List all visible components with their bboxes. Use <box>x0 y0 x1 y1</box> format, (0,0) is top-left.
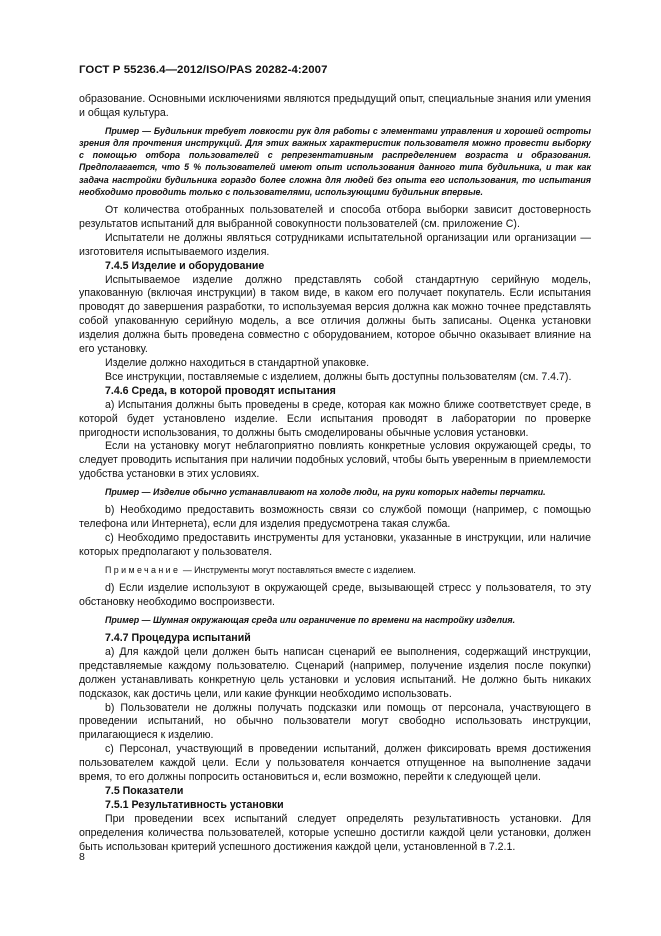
heading-7-5: 7.5 Показатели <box>105 784 184 797</box>
note-label: Примечание <box>105 564 181 575</box>
heading-7-4-7: 7.4.7 Процедура испытаний <box>105 632 251 644</box>
heading-7-5-1: 7.5.1 Результативность установки <box>105 798 284 811</box>
example-noise: Пример — Шумная окружающая среда или ограничение по времени на настройку изделия. <box>105 614 516 625</box>
list-item-c: с) Персонал, участвующий в проведении испытаний, должен фиксировать время достижения пользователем каждой цели. Если у пользователя кончается отпущенное на выполнение задачи время, то его должны попросить остановиться и, если возможно, перейти к следующей цели. <box>79 743 591 784</box>
list-item-b: b) Пользователи не должны получать подсказки или помощь от персонала, участвующего в проведении испытаний, но обычно пользователи могут свободно использовать инструкции, прилагающиеся к изделию. <box>79 701 591 742</box>
list-item-c: с) Необходимо предоставить инструменты для установки, указанные в инструкции, или наличие которых предполагают у пользователя. <box>79 532 591 559</box>
list-item-a: а) Испытания должны быть проведены в среде, которая как можно ближе соответствует среде, в которой будет установлено изделие. Если испытания проводят в лаборатории по проверке пригодности использования, то должны быть смоделированы обычные условия установки. <box>79 398 591 439</box>
list-item-d: d) Если изделие используют в окружающей среде, вызывающей стресс у пользователя, то эту обстановку необходимо воспроизвести. <box>79 581 591 608</box>
paragraph: Все инструкции, поставляемые с изделием, должны быть доступны пользователям (см. 7.4.7). <box>105 370 572 383</box>
note <box>79 564 591 576</box>
heading-7-4-5: 7.4.5 Изделие и оборудование <box>105 259 265 272</box>
paragraph: Изделие должно находиться в стандартной упаковке. <box>105 357 370 369</box>
paragraph: Если на установку могут неблагоприятно повлиять конкретные условия окружающей среды, то следует проводить испытания при наличии подобных условий, чтобы быть уверенным в приемлемости удобства установки в этих условиях. <box>79 440 591 481</box>
paragraph: Испытываемое изделие должно представлять собой стандартную серийную модель, упакованную (включая инструкции) в таком виде, в каком его получает покупатель. Если испытания проводят до завершения разработки, то используемая версия должна как можно точнее представлять собой упакованную серийную модель, а все отличия должны быть записаны. Оценка установки изделия должна быть проведена совместно с оборудованием, которое обычно оказывает влияние на его установку. <box>79 273 591 356</box>
page-number: 8 <box>79 851 85 863</box>
list-item-b: b) Необходимо предоставить возможность связи со службой помощи (например, с помощью телефона или Интернета), если для изделия предусмотрена такая служба. <box>79 504 591 531</box>
paragraph: При проведении всех испытаний следует определять результативность установки. Для определения количества пользователей, которые успешно достигли каждой цели установки, должен быть использован критерий успешного достижения каждой цели, установленной в 7.2.1. <box>79 812 591 853</box>
list-item-a: а) Для каждой цели должен быть написан сценарий ее выполнения, содержащий инструкции, представляемые каждому пользователю. Сценарий (например, получение изделия после покупки) должен устанавливать конкретную цель установки и условия испытаний. Не должно быть никаких подсказок, как достичь цели, или какие функции необходимо использовать. <box>79 645 591 700</box>
example-alarm-clock: Пример — Будильник требует ловкости рук для работы с элементами управления и хорошей остроты зрения для прочтения инструкций. Для этих важных характеристик пользователя можно провести выборку с помощью отбора пользователей с репрезентативным распределением возраста и образования. Предполагается, что 5 % пользователей имеют опыт использования данного типа будильника, и так как задача настройки будильника гораздо более сложна для людей без опыта его использования, то испытания необходимо проводить только с пользователями, использующими будильник впервые. <box>79 125 591 197</box>
paragraph: От количества отобранных пользователей и способа отбора выборки зависит достоверность результатов испытаний для выбранной совокупности пользователей (см. приложение С). <box>79 204 591 230</box>
example-gloves: Пример — Изделие обычно устанавливают на холоде люди, на руки которых надеты перчатки. <box>105 487 546 498</box>
document-body <box>79 93 591 855</box>
paragraph: Испытатели не должны являться сотрудниками испытательной организации или организации — изготовителя испытываемого изделия. <box>79 231 591 258</box>
paragraph: образование. Основными исключениями являются предыдущий опыт, специальные знания или умения и общая культура. <box>79 93 591 119</box>
note-text: — Инструменты могут поставляться вместе с изделием. <box>180 564 416 575</box>
document-header: ГОСТ Р 55236.4—2012/ISO/PAS 20282-4:2007 <box>79 64 328 76</box>
heading-7-4-6: 7.4.6 Среда, в которой проводят испытания <box>105 384 336 397</box>
